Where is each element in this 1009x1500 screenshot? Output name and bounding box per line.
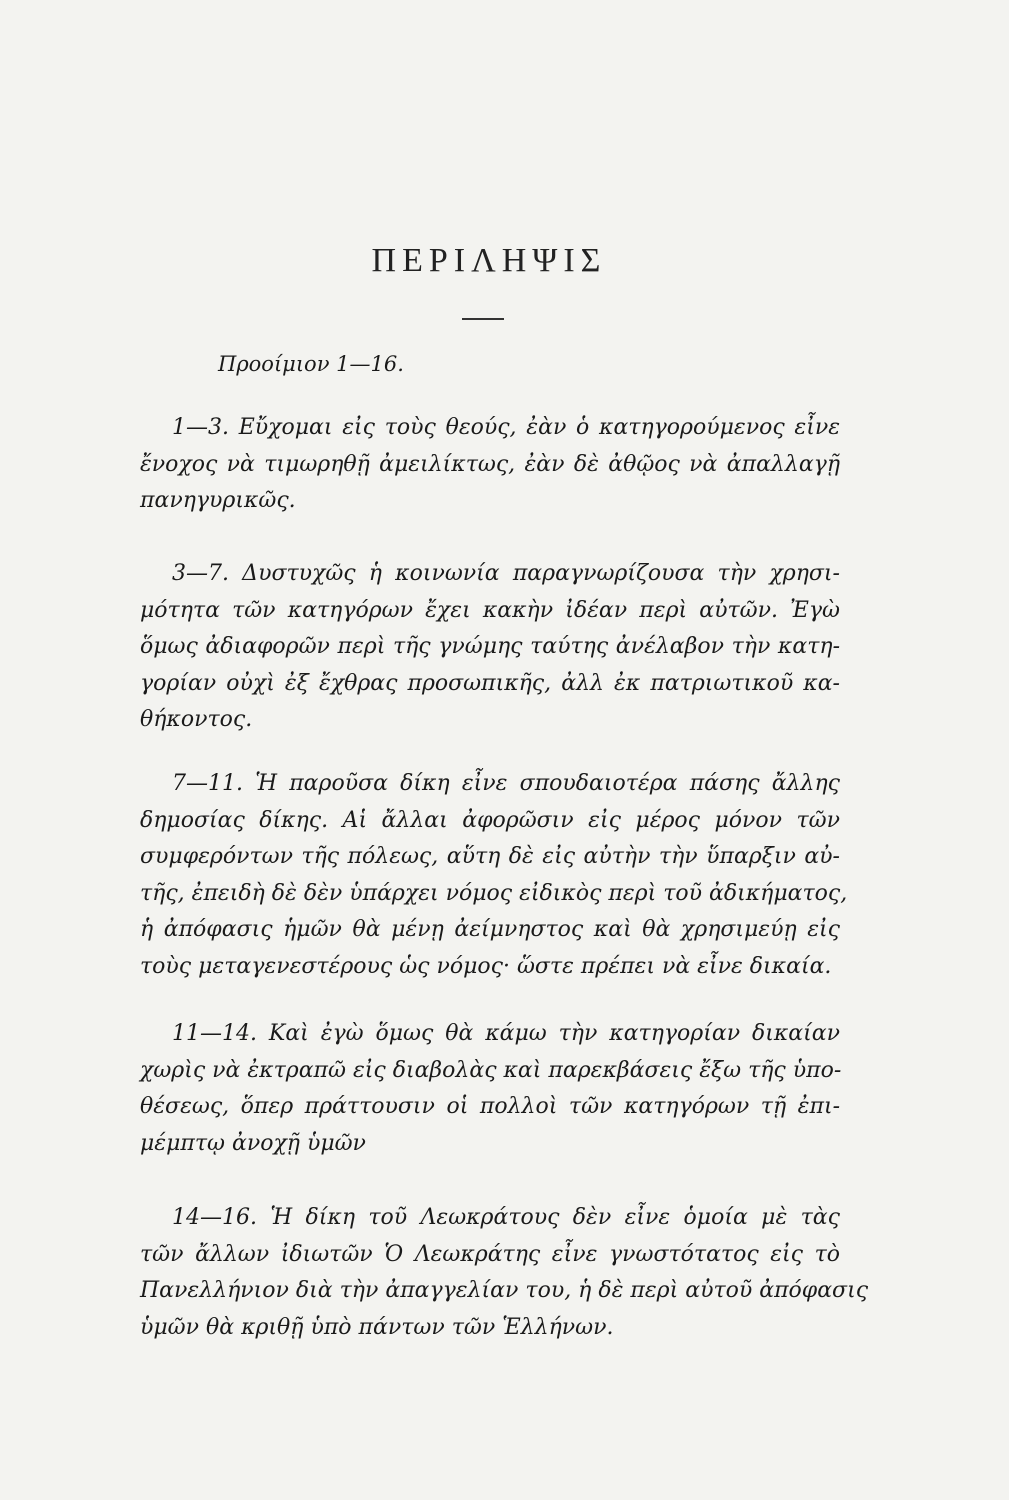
section-line: τοὺς μεταγενεστέρους ὡς νόμος· ὥστε πρέπει νὰ εἶνε δικαία. — [140, 953, 832, 979]
summary-section-7-11 — [140, 766, 848, 986]
title-rule — [462, 318, 504, 320]
summary-section-1-3 — [140, 410, 840, 520]
section-line: γορίαν οὐχὶ ἐξ ἔχθρας προσωπικῆς, ἀλλ ἐκ πατριωτικοῦ κα- — [140, 670, 840, 696]
section-line: ἔνοχος νὰ τιμωρηθῇ ἀμειλίκτως, ἐὰν δὲ ἀθῷος νὰ ἀπαλλαγῇ — [140, 451, 840, 477]
section-line: ἡ ἀπόφασις ἡμῶν θὰ μένῃ ἀείμνηστος καὶ θὰ χρησιμεύῃ εἰς — [140, 917, 840, 943]
section-line: θήκοντος. — [140, 707, 253, 733]
section-line: 1—3. Εὔχομαι εἰς τοὺς θεούς, ἐὰν ὁ κατηγορούμενος εἶνε — [172, 415, 840, 440]
section-line: 14—16. Ἡ δίκη τοῦ Λεωκράτους δὲν εἶνε ὁμοία μὲ τὰς — [172, 1205, 840, 1230]
section-line: ὑμῶν θὰ κριθῇ ὑπὸ πάντων τῶν Ἑλλήνων. — [140, 1314, 614, 1340]
section-line: πανηγυρικῶς. — [140, 488, 296, 514]
prooimion-heading: Προοίμιον 1—16. — [218, 352, 404, 376]
section-line: χωρὶς νὰ ἐκτραπῶ εἰς διαβολὰς καὶ παρεκβάσεις ἔξω τῆς ὑπο- — [140, 1057, 842, 1083]
section-line: μότητα τῶν κατηγόρων ἔχει κακὴν ἰδέαν περὶ αὐτῶν. Ἐγὼ — [140, 597, 840, 623]
section-line: θέσεως, ὅπερ πράττουσιν οἱ πολλοὶ τῶν κατηγόρων τῇ ἐπι- — [140, 1094, 840, 1120]
page-title: ΠΕΡΙΛΗΨΙΣ — [371, 242, 607, 279]
section-line: μέμπτῳ ἀνοχῇ ὑμῶν — [140, 1130, 366, 1156]
section-line: συμφερόντων τῆς πόλεως, αὕτη δὲ εἰς αὐτὴν τὴν ὕπαρξιν αὐ- — [140, 844, 840, 870]
summary-section-11-14 — [140, 1016, 840, 1162]
section-line: 3—7. Δυστυχῶς ἡ κοινωνία παραγνωρίζουσα τὴν χρησι- — [172, 561, 840, 586]
section-line: δημοσίας δίκης. Αἱ ἄλλαι ἀφορῶσιν εἰς μέρος μόνον τῶν — [140, 807, 840, 833]
section-line: 11—14. Καὶ ἐγὼ ὅμως θὰ κάμω τὴν κατηγορίαν δικαίαν — [172, 1021, 840, 1046]
section-line: 7—11. Ἡ παροῦσα δίκη εἶνε σπουδαιοτέρα πάσης ἄλλης — [172, 771, 840, 796]
summary-section-14-16 — [140, 1200, 869, 1346]
section-line: τῆς, ἐπειδὴ δὲ δὲν ὑπάρχει νόμος εἰδικὸς περὶ τοῦ ἀδικήματος, — [140, 880, 848, 906]
section-line: ὅμως ἀδιαφορῶν περὶ τῆς γνώμης ταύτης ἀνέλαβον τὴν κατη- — [140, 634, 840, 660]
section-line: Πανελλήνιον διὰ τὴν ἀπαγγελίαν του, ἡ δὲ περὶ αὐτοῦ ἀπόφασις — [140, 1278, 869, 1304]
summary-section-3-7 — [140, 556, 840, 739]
section-line: τῶν ἄλλων ἰδιωτῶν Ὁ Λεωκράτης εἶνε γνωστότατος εἰς τὸ — [140, 1241, 840, 1267]
